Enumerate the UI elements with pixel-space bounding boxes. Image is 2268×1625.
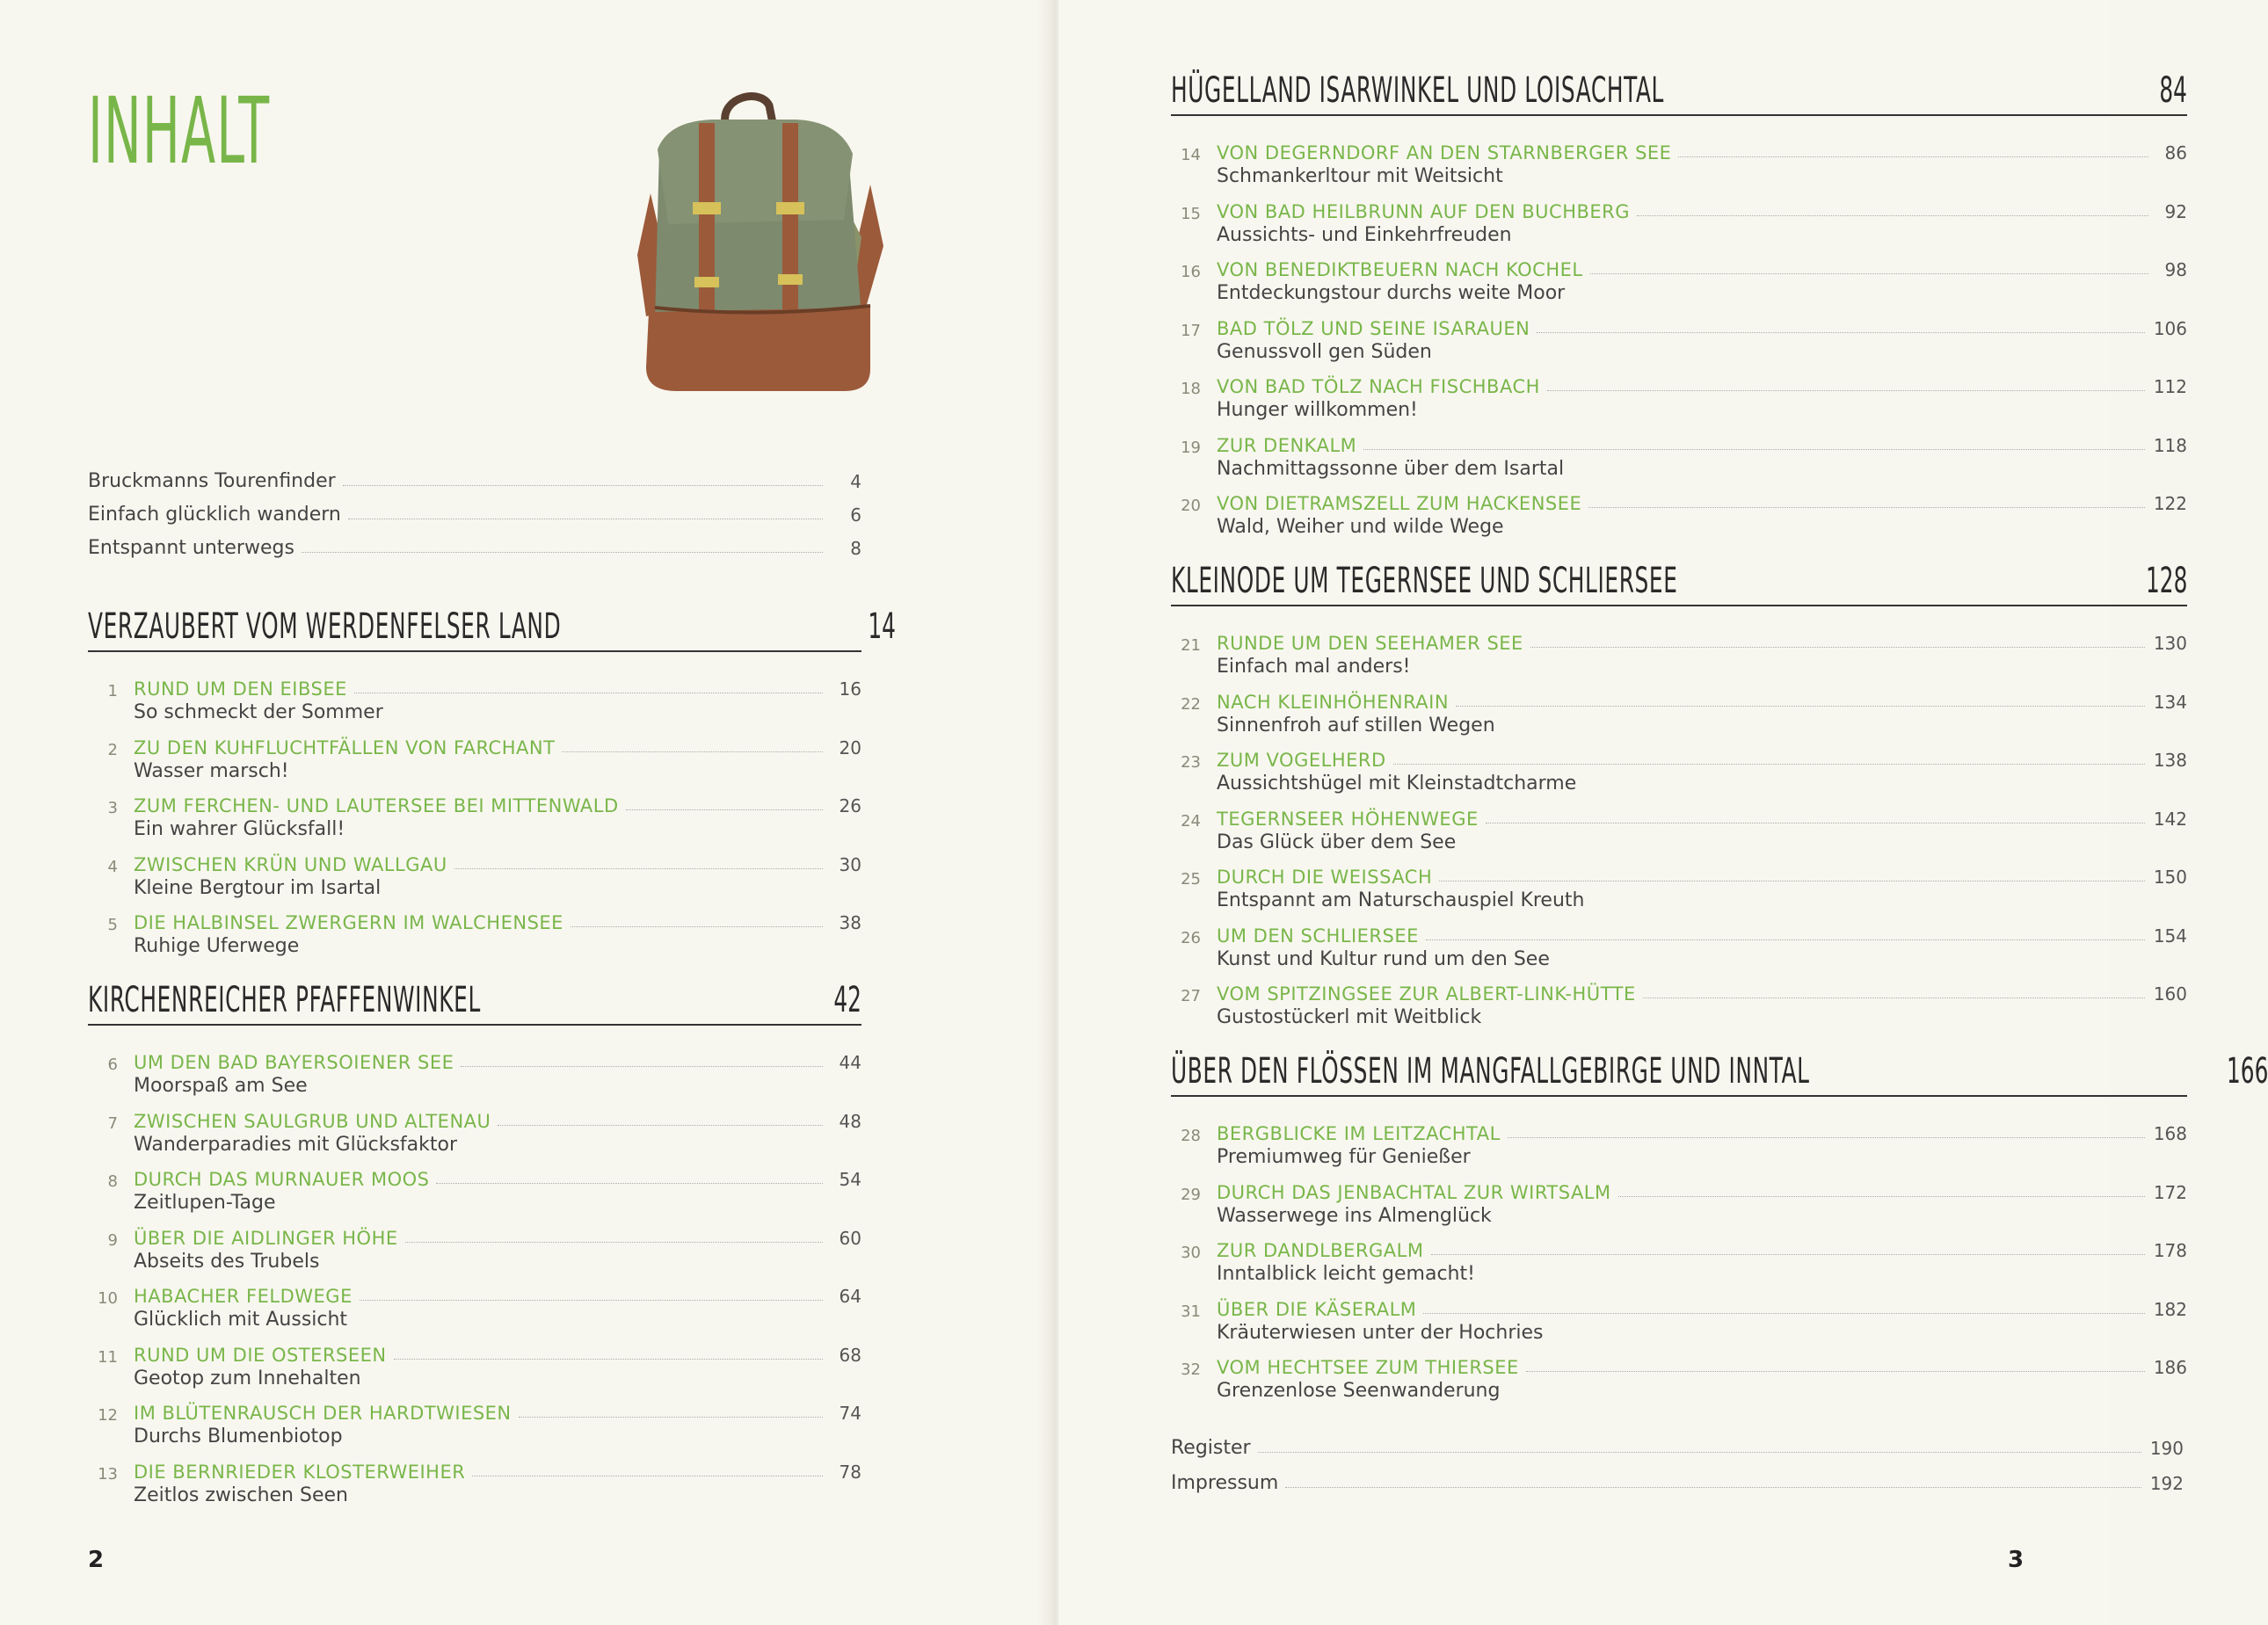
tour-number: 31	[1181, 1302, 1201, 1321]
leader-dots	[1588, 506, 2145, 508]
tour-subtitle: Geotop zum Innehalten	[134, 1367, 361, 1389]
tour-number: 26	[1181, 928, 1201, 947]
tour-entry	[1171, 1238, 2187, 1293]
tour-number: 2	[107, 740, 118, 759]
leader-dots	[1431, 1253, 2145, 1255]
tour-page: 118	[2153, 434, 2187, 456]
tour-page: 122	[2153, 493, 2187, 514]
tour-entry	[1171, 865, 2187, 919]
tour-subtitle: Sinnenfroh auf stillen Wegen	[1217, 714, 1495, 736]
tour-number: 10	[98, 1289, 118, 1308]
section-title: VERZAUBERT VOM WERDENFELSER LAND	[88, 606, 562, 647]
page-heading: INHALT	[88, 77, 271, 185]
tour-subtitle: Moorspaß am See	[134, 1075, 308, 1097]
tour-title: NACH KLEINHÖHENRAIN	[1217, 691, 1450, 713]
leader-dots	[1426, 939, 2145, 940]
tour-subtitle: Grenzenlose Seenwanderung	[1217, 1380, 1501, 1402]
tour-subtitle: Durchs Blumenbiotop	[134, 1426, 343, 1447]
tour-number: 13	[98, 1464, 118, 1484]
tour-title-line	[1217, 141, 2187, 163]
tour-subtitle: Wanderparadies mit Glücksfaktor	[134, 1133, 458, 1156]
tour-title: UM DEN BAD BAYERSOIENER SEE	[134, 1052, 454, 1073]
tour-title: ZUM VOGELHERD	[1217, 750, 1386, 771]
tour-entry	[1171, 374, 2187, 429]
tour-page: 92	[2164, 200, 2187, 222]
tour-title-line	[134, 1460, 861, 1483]
tour-number: 7	[107, 1114, 118, 1133]
tour-title-line	[1217, 924, 2187, 947]
tour-subtitle: Hunger willkommen!	[1217, 399, 1418, 421]
leader-dots	[394, 1358, 823, 1360]
leader-dots	[354, 692, 823, 693]
leader-dots	[461, 1065, 823, 1067]
leader-dots	[1285, 1486, 2141, 1488]
tour-title: VON DIETRAMSZELL ZUM HACKENSEE	[1217, 493, 1582, 514]
tour-number: 8	[107, 1172, 118, 1191]
section-title: KLEINODE UM TEGERNSEE UND SCHLIERSEE	[1171, 561, 1678, 601]
leader-dots	[571, 925, 823, 927]
tour-entry	[1171, 924, 2187, 978]
tour-page: 130	[2153, 633, 2187, 654]
tour-page: 172	[2153, 1181, 2187, 1203]
tour-title: DURCH DAS MURNAUER MOOS	[134, 1169, 430, 1190]
section-heading	[88, 980, 861, 1026]
tour-title: DURCH DIE WEISSACH	[1217, 867, 1433, 888]
section-page: 84	[2159, 70, 2187, 111]
tour-subtitle: Aussichts- und Einkehrfreuden	[1217, 223, 1512, 246]
leader-dots	[1423, 1312, 2144, 1314]
tour-page: 44	[839, 1052, 861, 1073]
tour-page: 150	[2153, 867, 2187, 888]
tour-number: 25	[1181, 870, 1201, 889]
tour-entry	[1171, 748, 2187, 802]
tour-page: 178	[2153, 1240, 2187, 1261]
leader-dots	[1508, 1136, 2145, 1138]
tour-entry	[88, 1343, 861, 1397]
tour-title-line	[1217, 1121, 2187, 1144]
tour-page: 106	[2153, 317, 2187, 339]
page-number-left: 2	[88, 1547, 105, 1573]
left-toc	[88, 0, 897, 1506]
tour-page: 26	[839, 795, 861, 816]
tour-subtitle: Abseits des Trubels	[134, 1250, 320, 1273]
tour-page: 154	[2153, 925, 2187, 947]
tour-page: 68	[839, 1344, 861, 1366]
tour-subtitle: Nachmittagssonne über dem Isartal	[1217, 457, 1565, 480]
tour-subtitle: Premiumweg für Genießer	[1217, 1146, 1471, 1168]
tour-number: 18	[1181, 380, 1201, 398]
tour-entry	[1171, 690, 2187, 744]
leader-dots	[360, 1299, 823, 1301]
leader-dots	[472, 1475, 823, 1476]
tour-entry	[88, 1050, 861, 1105]
tour-page: 168	[2153, 1123, 2187, 1144]
tour-title-line	[134, 852, 861, 875]
tour-number: 17	[1181, 321, 1201, 340]
tour-page: 20	[839, 736, 861, 758]
tour-title-line	[1217, 258, 2187, 280]
tour-title-line	[1217, 690, 2187, 713]
front-matter-item-page: 4	[850, 471, 861, 492]
tour-entry	[88, 736, 861, 790]
leader-dots	[1547, 389, 2145, 391]
tour-subtitle: Inntalblick leicht gemacht!	[1217, 1263, 1475, 1285]
tour-entry	[1171, 1355, 2187, 1410]
tour-title-line	[134, 1109, 861, 1132]
tour-entry	[88, 1460, 861, 1514]
tour-title-line	[1217, 374, 2187, 397]
tour-entry	[88, 910, 861, 965]
tour-number: 24	[1181, 811, 1201, 831]
tour-title: HABACHER FELDWEGE	[134, 1286, 353, 1307]
tour-entry	[88, 794, 861, 848]
section-title: KIRCHENREICHER PFAFFENWINKEL	[88, 980, 481, 1020]
tour-page: 30	[839, 853, 861, 875]
tour-number: 23	[1181, 753, 1201, 772]
tour-page: 98	[2164, 259, 2187, 280]
tour-title: VON BAD HEILBRUNN AUF DEN BUCHBERG	[1217, 200, 1631, 222]
tour-subtitle: Ruhige Uferwege	[134, 935, 300, 957]
leader-dots	[562, 751, 823, 752]
back-matter-item	[1171, 1433, 2184, 1459]
leader-dots	[1439, 880, 2145, 881]
tour-title-line	[134, 1401, 861, 1424]
tour-subtitle: Entdeckungstour durchs weite Moor	[1217, 282, 1566, 304]
tour-number: 21	[1181, 636, 1201, 655]
tour-entry	[1171, 982, 2187, 1036]
section-page: 128	[2145, 561, 2187, 601]
tour-subtitle: Ein wahrer Glücksfall!	[134, 818, 345, 840]
tour-title: VON BENEDIKTBEUERN NACH KOCHEL	[1217, 259, 1583, 280]
tour-title-line	[1217, 199, 2187, 222]
tour-page: 142	[2153, 808, 2187, 830]
section-heading	[1171, 1051, 2268, 1097]
tour-title-line	[1217, 1297, 2187, 1320]
tour-subtitle: Wasserwege ins Almenglück	[1217, 1204, 1492, 1227]
tour-page: 16	[839, 678, 861, 700]
tour-title: RUNDE UM DEN SEEHAMER SEE	[1217, 633, 1523, 654]
tour-title-line	[1217, 491, 2187, 514]
front-matter-item-page: 6	[850, 504, 861, 526]
tour-number: 16	[1181, 263, 1201, 281]
tour-title-line	[1217, 433, 2187, 456]
leader-dots	[436, 1182, 823, 1184]
tour-title: ZWISCHEN KRÜN UND WALLGAU	[134, 853, 447, 875]
tour-title: DIE HALBINSEL ZWERGERN IM WALCHENSEE	[134, 912, 563, 933]
tour-title-line	[134, 1343, 861, 1366]
tour-number: 4	[107, 857, 118, 876]
tour-entry	[88, 1167, 861, 1222]
front-matter-item-page: 8	[850, 538, 861, 559]
tour-subtitle: Genussvoll gen Süden	[1217, 340, 1432, 363]
back-matter-list	[1171, 1433, 2184, 1520]
tour-entry	[1171, 258, 2187, 312]
back-matter-item-label: Impressum	[1171, 1472, 1279, 1494]
tour-entry	[1171, 1121, 2187, 1176]
tour-entry	[1171, 433, 2187, 488]
tour-title-line	[134, 1050, 861, 1073]
tour-title-line	[1217, 1180, 2187, 1203]
tour-page: 186	[2153, 1357, 2187, 1378]
tour-entry	[1171, 199, 2187, 254]
tour-title-line	[1217, 865, 2187, 888]
leader-dots	[1637, 214, 2148, 216]
tour-subtitle: Einfach mal anders!	[1217, 656, 1411, 678]
tour-title-line	[1217, 748, 2187, 771]
tour-number: 14	[1181, 146, 1201, 164]
tour-entry	[88, 1226, 861, 1280]
section-heading	[88, 606, 897, 652]
tour-title-line	[134, 794, 861, 816]
tour-page: 74	[839, 1403, 861, 1424]
tour-subtitle: Wasser marsch!	[134, 759, 289, 782]
tour-title: ÜBER DIE KÄSERALM	[1217, 1298, 1417, 1320]
tour-entry	[88, 1284, 861, 1338]
tour-title: DIE BERNRIEDER KLOSTERWEIHER	[134, 1461, 466, 1483]
tour-title-line	[134, 1167, 861, 1190]
tour-title: RUND UM DIE OSTERSEEN	[134, 1344, 387, 1366]
tour-page: 54	[839, 1169, 861, 1190]
tour-subtitle: Aussichtshügel mit Kleinstadtcharme	[1217, 773, 1577, 794]
leader-dots	[1363, 448, 2145, 450]
page-number-right: 3	[2008, 1547, 2024, 1573]
leader-dots	[498, 1124, 823, 1126]
tour-number: 30	[1181, 1244, 1201, 1262]
tour-title: DURCH DAS JENBACHTAL ZUR WIRTSALM	[1217, 1181, 1611, 1203]
section-title: HÜGELLAND ISARWINKEL UND LOISACHTAL	[1171, 70, 1664, 111]
tour-entry	[88, 1109, 861, 1164]
leader-dots	[626, 809, 823, 810]
tour-entry	[1171, 631, 2187, 686]
tour-title: ÜBER DIE AIDLINGER HÖHE	[134, 1227, 398, 1249]
tour-title: UM DEN SCHLIERSEE	[1217, 925, 1419, 947]
tour-subtitle: Zeitlupen-Tage	[134, 1192, 276, 1214]
tour-title: VON BAD TÖLZ NACH FISCHBACH	[1217, 376, 1540, 397]
tour-title-line	[134, 677, 861, 700]
tour-title-line	[1217, 807, 2187, 830]
tour-title-line	[134, 736, 861, 758]
tour-page: 138	[2153, 750, 2187, 771]
leader-dots	[1486, 822, 2145, 823]
section-heading	[1171, 561, 2187, 606]
tour-title-line	[134, 910, 861, 933]
tour-number: 19	[1181, 438, 1201, 457]
tour-title-line	[134, 1284, 861, 1307]
tour-title: ZWISCHEN SAULGRUB UND ALTENAU	[134, 1110, 491, 1132]
tour-title: ZUM FERCHEN- UND LAUTERSEE BEI MITTENWALD	[134, 795, 619, 816]
tour-subtitle: Kunst und Kultur rund um den See	[1217, 947, 1550, 970]
tour-number: 6	[107, 1056, 118, 1074]
section-page: 42	[833, 980, 861, 1020]
tour-number: 3	[107, 799, 118, 817]
tour-subtitle: Glücklich mit Aussicht	[134, 1309, 348, 1331]
tour-title: VOM HECHTSEE ZUM THIERSEE	[1217, 1357, 1519, 1378]
tour-entry	[1171, 141, 2187, 195]
back-matter-item	[1171, 1468, 2184, 1494]
tour-entry	[88, 677, 861, 731]
tour-entry	[1171, 491, 2187, 546]
tour-title-line	[1217, 1355, 2187, 1378]
tour-subtitle: Wald, Weiher und wilde Wege	[1217, 516, 1504, 538]
tour-title: IM BLÜTENRAUSCH DER HARDTWIESEN	[134, 1403, 512, 1424]
leader-dots	[1643, 997, 2145, 998]
tour-subtitle: Gustostückerl mit Weitblick	[1217, 1006, 1482, 1028]
tour-number: 29	[1181, 1185, 1201, 1204]
tour-entry	[1171, 1297, 2187, 1352]
tour-title: TEGERNSEER HÖHENWEGE	[1217, 808, 1479, 830]
tour-page: 112	[2153, 376, 2187, 397]
tour-number: 5	[107, 916, 118, 934]
back-matter-item-page: 192	[2149, 1473, 2184, 1494]
tour-title-line	[1217, 982, 2187, 1005]
leader-dots	[1590, 272, 2148, 274]
tour-subtitle: Kleine Bergtour im Isartal	[134, 876, 382, 899]
left-page	[0, 0, 1051, 1625]
tour-page: 160	[2153, 983, 2187, 1005]
leader-dots	[1537, 331, 2144, 333]
tour-title: ZUR DENKALM	[1217, 434, 1357, 456]
tour-page: 64	[839, 1286, 861, 1307]
leader-dots	[519, 1416, 823, 1418]
tour-entry	[88, 852, 861, 907]
tour-subtitle: Kräuterwiesen unter der Hochries	[1217, 1321, 1544, 1344]
tour-number: 22	[1181, 694, 1201, 714]
tour-title: ZU DEN KUHFLUCHTFÄLLEN VON FARCHANT	[134, 736, 556, 758]
tour-page: 38	[839, 912, 861, 933]
leader-dots	[405, 1241, 823, 1243]
tour-number: 12	[98, 1406, 118, 1425]
back-matter-item-label: Register	[1171, 1437, 1251, 1459]
front-matter-item-label: Entspannt unterwegs	[88, 537, 294, 559]
tour-subtitle: Zeitlos zwischen Seen	[134, 1484, 348, 1506]
tour-page: 86	[2164, 142, 2187, 163]
right-page	[1058, 0, 2268, 1625]
tour-subtitle: So schmeckt der Sommer	[134, 701, 383, 723]
tour-subtitle: Entspannt am Naturschauspiel Kreuth	[1217, 889, 1585, 911]
tour-number: 9	[107, 1230, 118, 1250]
tour-subtitle: Schmankerltour mit Weitsicht	[1217, 165, 1503, 187]
tour-title-line	[1217, 316, 2187, 339]
tour-number: 28	[1181, 1127, 1201, 1145]
tour-page: 60	[839, 1227, 861, 1249]
tour-page: 182	[2153, 1298, 2187, 1320]
front-matter-item-label: Bruckmanns Tourenfinder	[88, 470, 336, 492]
back-matter-item-page: 190	[2149, 1438, 2184, 1459]
section-title: ÜBER DEN FLÖSSEN IM MANGFALLGEBIRGE UND INNTAL	[1171, 1051, 1810, 1092]
leader-dots	[1526, 1370, 2145, 1372]
tour-number: 11	[98, 1347, 118, 1367]
tour-number: 27	[1181, 987, 1201, 1005]
tour-title: BERGBLICKE IM LEITZACHTAL	[1217, 1123, 1501, 1144]
tour-title-line	[134, 1226, 861, 1249]
leader-dots	[1258, 1451, 2141, 1453]
section-page: 166	[2226, 1051, 2268, 1092]
leader-dots	[1618, 1195, 2145, 1197]
tour-title: VOM SPITZINGSEE ZUR ALBERT-LINK-HÜTTE	[1217, 983, 1636, 1005]
leader-dots	[1456, 705, 2145, 707]
section-heading	[1171, 70, 2187, 116]
leader-dots	[1678, 156, 2148, 157]
tour-title-line	[1217, 1238, 2187, 1261]
tour-page: 48	[839, 1110, 861, 1132]
tour-number: 15	[1181, 204, 1201, 223]
tour-title: ZUR DANDLBERGALM	[1217, 1240, 1424, 1261]
tour-page: 78	[839, 1461, 861, 1483]
right-toc	[1171, 0, 2268, 1494]
tour-entry	[1171, 1180, 2187, 1235]
tour-title: VON DEGERNDORF AN DEN STARNBERGER SEE	[1217, 142, 1672, 163]
tour-entry	[88, 1401, 861, 1455]
tour-page: 134	[2153, 691, 2187, 713]
front-matter-item-label: Einfach glücklich wandern	[88, 504, 341, 526]
tour-number: 32	[1181, 1360, 1201, 1379]
tour-title-line	[1217, 631, 2187, 654]
leader-dots	[1393, 763, 2145, 765]
tour-subtitle: Das Glück über dem See	[1217, 831, 1457, 853]
leader-dots	[1530, 646, 2145, 648]
tour-entry	[1171, 807, 2187, 861]
tour-title: RUND UM DEN EIBSEE	[134, 678, 347, 700]
tour-number: 20	[1181, 497, 1201, 515]
tour-number: 1	[107, 682, 118, 700]
leader-dots	[454, 867, 823, 869]
tour-entry	[1171, 316, 2187, 371]
tour-title: BAD TÖLZ UND SEINE ISARAUEN	[1217, 317, 1530, 339]
section-page: 14	[868, 606, 897, 647]
